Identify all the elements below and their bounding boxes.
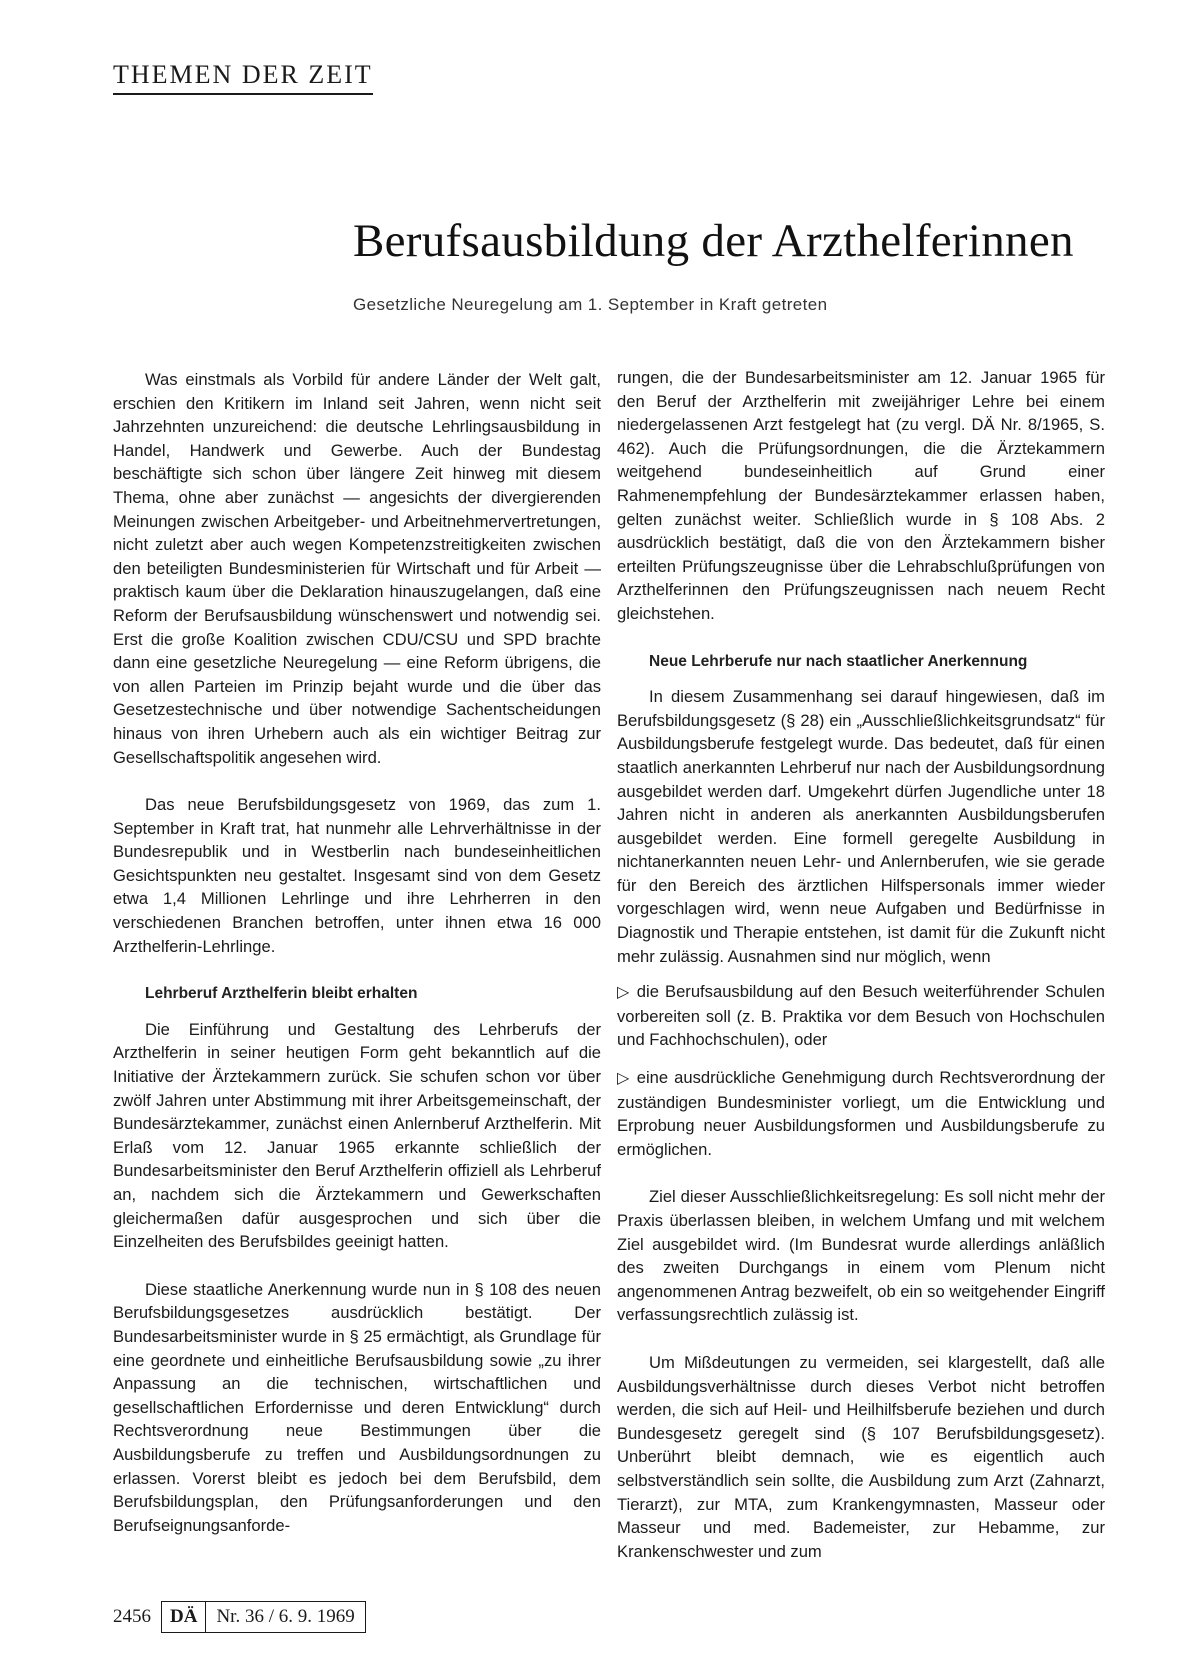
page-number: 2456 <box>113 1606 151 1627</box>
section-heading: Neue Lehrberufe nur nach staatlicher Anerkennung <box>649 652 1028 670</box>
journal-box <box>161 1601 366 1633</box>
page-footer <box>113 1601 366 1633</box>
right-column <box>617 366 1105 1587</box>
bullet-item <box>617 1066 1105 1161</box>
section-heading: Lehrberuf Arzthelferin bleibt erhalten <box>145 985 418 1003</box>
journal-abbreviation: DÄ <box>162 1602 206 1632</box>
article-title: Berufsausbildung der Arzthelferinnen <box>353 215 1074 267</box>
triangle-arrow-icon: ▷ <box>617 1070 631 1088</box>
left-column <box>113 368 601 1561</box>
triangle-arrow-icon: ▷ <box>617 984 631 1002</box>
paragraph: Ziel dieser Ausschließlichkeitsregelung: Es soll nicht mehr der Praxis überlassen bleiben, in welchem Umfang und mit welchem Ziel ausgebildet wird. (Im Bundesrat wurde allerdings anläßlich des zweiten Durchgangs in einem vom Plenum nicht angenommenen Antrag bezweifelt, ob ein so weitgehender Eingriff verfassungsrechtlich zulässig ist. <box>617 1187 1105 1325</box>
paragraph: Das neue Berufsbildungsgesetz von 1969, das zum 1. September in Kraft trat, hat nunmehr alle Lehrverhältnisse in der Bundesrepublik und in Westberlin nach bundeseinheitlichen Gesichtspunkten neu gestaltet. Insgesamt sind von dem Gesetz etwa 1,4 Millionen Lehrlinge und ihre Lehrherren in den verschiedenen Branchen betroffen, unter ihnen etwa 16 000 Arzthelferin-Lehrlinge. <box>113 795 601 956</box>
paragraph: rungen, die der Bundesarbeitsminister am 12. Januar 1965 für den Beruf der Arzthelferin mit zweijähriger Lehre bei einem niedergelassenen Arzt festgelegt hat (zu vergl. DÄ Nr. 8/1965, S. 462). Auch die Prüfungsordnungen, die die Ärztekammern weitgehend bundeseinheitlich auf Grund einer Rahmenempfehlung der Bundesärztekammer erlassen haben, gelten zunächst weiter. Schließlich wurde in § 108 Abs. 2 ausdrücklich bestätigt, daß die von den Ärztekammern bisher erteilten Prüfungszeugnisse über die Lehrabschlußprüfungen von Arzthelferinnen den Prüfungszeugnissen nach neuem Recht gleichstehen. <box>617 368 1105 623</box>
bullet-text: eine ausdrückliche Genehmigung durch Rechtsverordnung der zuständigen Bundesminister vorliegt, um die Entwicklung und Erprobung neuer Ausbildungsformen und Ausbildungsberufe zu ermöglichen. <box>617 1068 1105 1159</box>
paragraph: Diese staatliche Anerkennung wurde nun in § 108 des neuen Berufsbildungsgesetzes ausdrücklich bestätigt. Der Bundesarbeitsminister wurde in § 25 ermächtigt, als Grundlage für eine geordnete und einheitliche Berufsausbildung sowie „zu ihrer Anpassung an die technischen, wirtschaftlichen und gesellschaftlichen Erfordernisse und deren Entwicklung“ durch Rechtsverordnung neue Bestimmungen über die Ausbildungsberufe zu treffen und Ausbildungsordnungen zu erlassen. Vorerst bleibt es jedoch bei dem Berufsbild, dem Berufsbildungsplan, den Prüfungsanforderungen und den Berufseignungsanforde- <box>113 1279 601 1535</box>
paragraph: Was einstmals als Vorbild für andere Länder der Welt galt, erschien den Kritikern im Inland seit Jahren, wenn nicht seit Jahrzehnten unzureichend: die deutsche Lehrlingsausbildung in Handel, Handwerk und Gewerbe. Auch der Bundestag beschäftigte sich schon über längere Zeit hinweg mit diesem Thema, ohne aber zunächst — angesichts der divergierenden Meinungen zwischen Arbeitgeber- und Arbeitnehmervertretungen, nicht zuletzt aber auch wegen Kompetenzstreitigkeiten zwischen den beteiligten Bundesministerien für Wirtschaft und für Arbeit — praktisch kaum über die Deklaration hinauszugelangen, daß eine Reform der Berufsausbildung wünschenswert und notwendig sei. Erst die große Koalition zwischen CDU/CSU und SPD brachte dann eine gesetzliche Neuregelung — eine Reform übrigens, die von allen Parteien im Prinzip bejaht wurde und die über das Gesetzestechnische und über notwendige Sachentscheidungen hinaus von ihren Urhebern auch als ein wichtiger Beitrag zur Gesellschaftspolitik angesehen wird. <box>113 370 601 767</box>
paragraph: Die Einführung und Gestaltung des Lehrberufs der Arzthelferin in seiner heutigen Form geht bekanntlich auf die Initiative der Ärztekammern zurück. Sie schufen schon vor über zwölf Jahren unter Abstimmung mit ihrer Arbeitsgemeinschaft, der Bundesärztekammer, zunächst einen Anlernberuf Arzthelferin. Mit Erlaß vom 12. Januar 1965 erkannte schließlich der Bundesarbeitsminister den Beruf Arzthelferin offiziell als Lehrberuf an, nachdem sich die Ärztekammern und Gewerkschaften gleichermaßen dafür ausgesprochen und sich über die Einzelheiten des Berufsbildes geeinigt hatten. <box>113 1019 601 1252</box>
paragraph: In diesem Zusammenhang sei darauf hingewiesen, daß im Berufsbildungsgesetz (§ 28) ein „Ausschließlichkeitsgrundsatz“ für Ausbildungsberufe festgelegt wurde. Das bedeutet, daß für einen staatlich anerkannten Lehrberuf nur nach der Ausbildungsordnung ausgebildet werden darf. Umgekehrt dürfen Jugendliche unter 18 Jahren nicht in anderen als anerkannten Ausbildungsberufen ausgebildet werden. Eine formell geregelte Ausbildung in nichtanerkannten neuen Lehr- und Anlernberufen, wie sie gerade für den Bereich des ärztlichen Hilfspersonals immer wieder vorgeschlagen wird, wenn neue Aufgaben und Bedürfnisse in Diagnostik und Therapie entstehen, ist damit für die Zukunft nicht mehr zulässig. Ausnahmen sind nur möglich, wenn <box>617 687 1105 966</box>
bullet-item <box>617 980 1105 1052</box>
section-header: THEMEN DER ZEIT <box>113 60 373 95</box>
issue-info: Nr. 36 / 6. 9. 1969 <box>216 1606 355 1627</box>
bullet-text: die Berufsausbildung auf den Besuch weiterführender Schulen vorbereiten soll (z. B. Praktika vor dem Besuch von Hochschulen und Fachhochschulen), oder <box>617 982 1105 1050</box>
paragraph: Um Mißdeutungen zu vermeiden, sei klargestellt, daß alle Ausbildungsverhältnisse durch dieses Verbot nicht betroffen werden, die sich auf Heil- und Heilhilfsberufe beziehen und durch Bundesgesetz geregelt sind (§ 107 Berufsbildungsgesetz). Unberührt bleibt demnach, wie es eigentlich auch selbstverständlich sein sollte, die Ausbildung zum Arzt (Zahnarzt, Tierarzt), zur MTA, zum Krankengymnasten, Masseur oder Masseur und med. Bademeister, zur Hebamme, zur Krankenschwester und zum <box>617 1352 1105 1561</box>
article-subtitle: Gesetzliche Neuregelung am 1. September in Kraft getreten <box>353 295 828 314</box>
